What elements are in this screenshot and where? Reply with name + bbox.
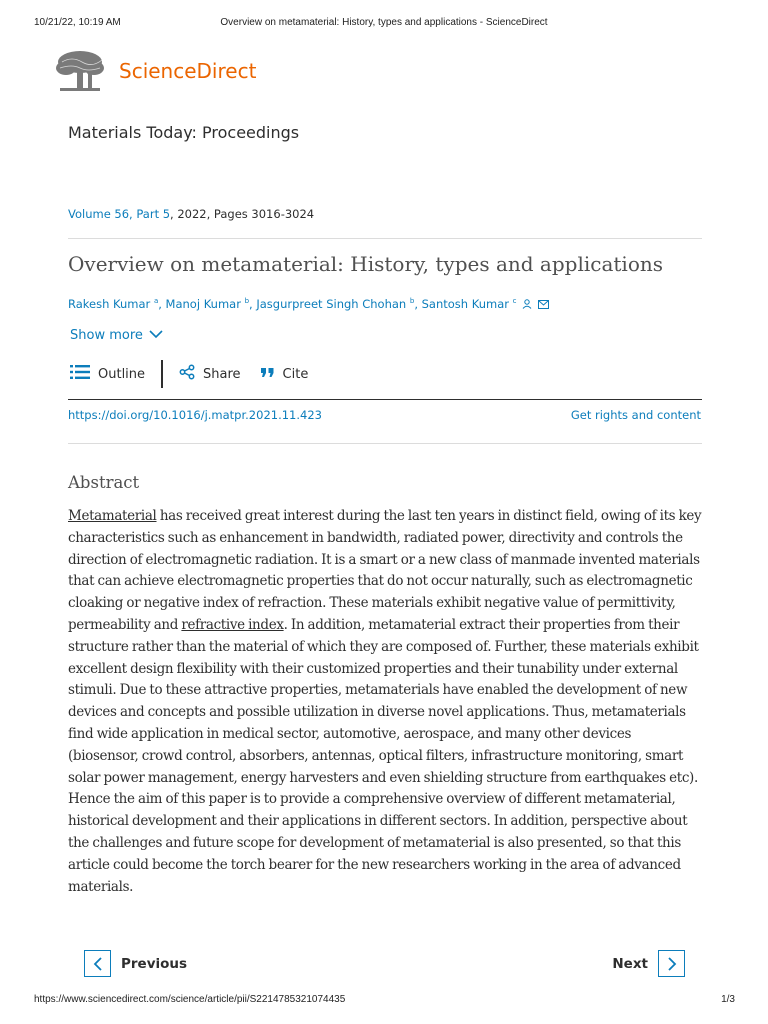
- author-item[interactable]: Jasgurpreet Singh Chohan $^b$,: [256, 297, 422, 311]
- share-button[interactable]: [179, 364, 241, 384]
- show-more-button[interactable]: [70, 328, 163, 343]
- volume-pages: , 2022, Pages 3016-3024: [170, 207, 315, 221]
- share-label: Share: [203, 366, 241, 382]
- volume-info: [68, 207, 314, 221]
- author-item[interactable]: Santosh Kumar $^c$: [421, 297, 517, 311]
- outline-button[interactable]: [70, 364, 145, 384]
- list-icon: [70, 364, 90, 384]
- chevron-down-icon: [149, 328, 163, 343]
- refractive-index-link[interactable]: refractive index: [181, 616, 284, 633]
- article-title: Overview on metamaterial: History, types and applications: [68, 252, 663, 276]
- toolbar-separator: [161, 360, 163, 388]
- abstract-heading: Abstract: [68, 473, 140, 492]
- outline-label: Outline: [98, 366, 146, 382]
- author-item[interactable]: Rakesh Kumar $^a$,: [68, 297, 166, 311]
- abstract-text: Metamaterial has received great interest during the last ten years in distinct field, owing of its key characteristics such as enhancement in bandwidth, radiated power, directivity and controls the direction of electromagnetic radiation. It is a smart or a new class of manmade invented materials that can achieve electromagnetic properties that do not occur naturally, such as electromagnetic cloaking or negative index of refraction. These materials exhibit negative value of permittivity, permeability and refractive index. In addition, metamaterial extract their properties from their structure rather than the material of which they are composed of. Further, these materials exhibit excellent design flexibility with their customized properties and their tunability under external stimuli. Due to these attractive properties, metamaterials have enabled the development of new devices and concepts and possible utilization in diverse novel applications. Thus, metamaterials find wide application in medical sector, automotive, aerospace, and many other devices (biosensor, crowd control, absorbers, antennas, optical filters, infrastructure monitoring, smart solar power management, energy harvesters and even shielding structure from earthquakes etc). Hence the aim of this paper is to provide a comprehensive overview of different metamaterial, historical development and their applications in different sectors. In addition, perspective about the challenges and future scope for development of metamaterial is also presented, so that this article could become the torch bearer for the new researchers working in the area of advanced materials.: [68, 508, 702, 895]
- email-icon[interactable]: [538, 298, 549, 312]
- article-toolbar: [70, 360, 308, 388]
- print-url: https://www.sciencedirect.com/science/article/pii/S2214785321074435: [34, 994, 346, 1005]
- doi-link[interactable]: https://doi.org/10.1016/j.matpr.2021.11.423: [68, 408, 322, 422]
- divider: [68, 443, 702, 444]
- sciencedirect-brand[interactable]: ScienceDirect: [119, 59, 257, 83]
- show-more-label: Show more: [70, 328, 143, 343]
- previous-article-button[interactable]: [84, 950, 187, 977]
- person-icon[interactable]: [522, 298, 532, 312]
- divider: [68, 399, 702, 400]
- elsevier-tree-logo[interactable]: [52, 48, 108, 100]
- print-timestamp: 10/21/22, 10:19 AM: [34, 17, 121, 28]
- journal-name[interactable]: Materials Today: Proceedings: [68, 123, 300, 142]
- divider: [68, 238, 702, 239]
- author-list: [68, 297, 549, 312]
- author-item[interactable]: Manoj Kumar $^b$,: [165, 297, 257, 311]
- volume-link[interactable]: Volume 56, Part 5: [68, 207, 171, 221]
- print-page-title: Overview on metamaterial: History, types and applications - ScienceDirect: [220, 17, 548, 28]
- rights-link[interactable]: Get rights and content: [570, 408, 701, 422]
- share-icon: [179, 364, 195, 384]
- quote-icon: [261, 366, 275, 382]
- metamaterial-link[interactable]: Metamaterial: [68, 508, 157, 524]
- next-article-button[interactable]: [612, 950, 685, 977]
- print-page-number: 1/3: [721, 994, 735, 1005]
- cite-button[interactable]: [261, 366, 309, 382]
- cite-label: Cite: [282, 366, 309, 382]
- chevron-left-icon: [84, 950, 111, 977]
- previous-label: Previous: [121, 955, 188, 972]
- chevron-right-icon: [658, 950, 685, 977]
- next-label: Next: [612, 955, 648, 972]
